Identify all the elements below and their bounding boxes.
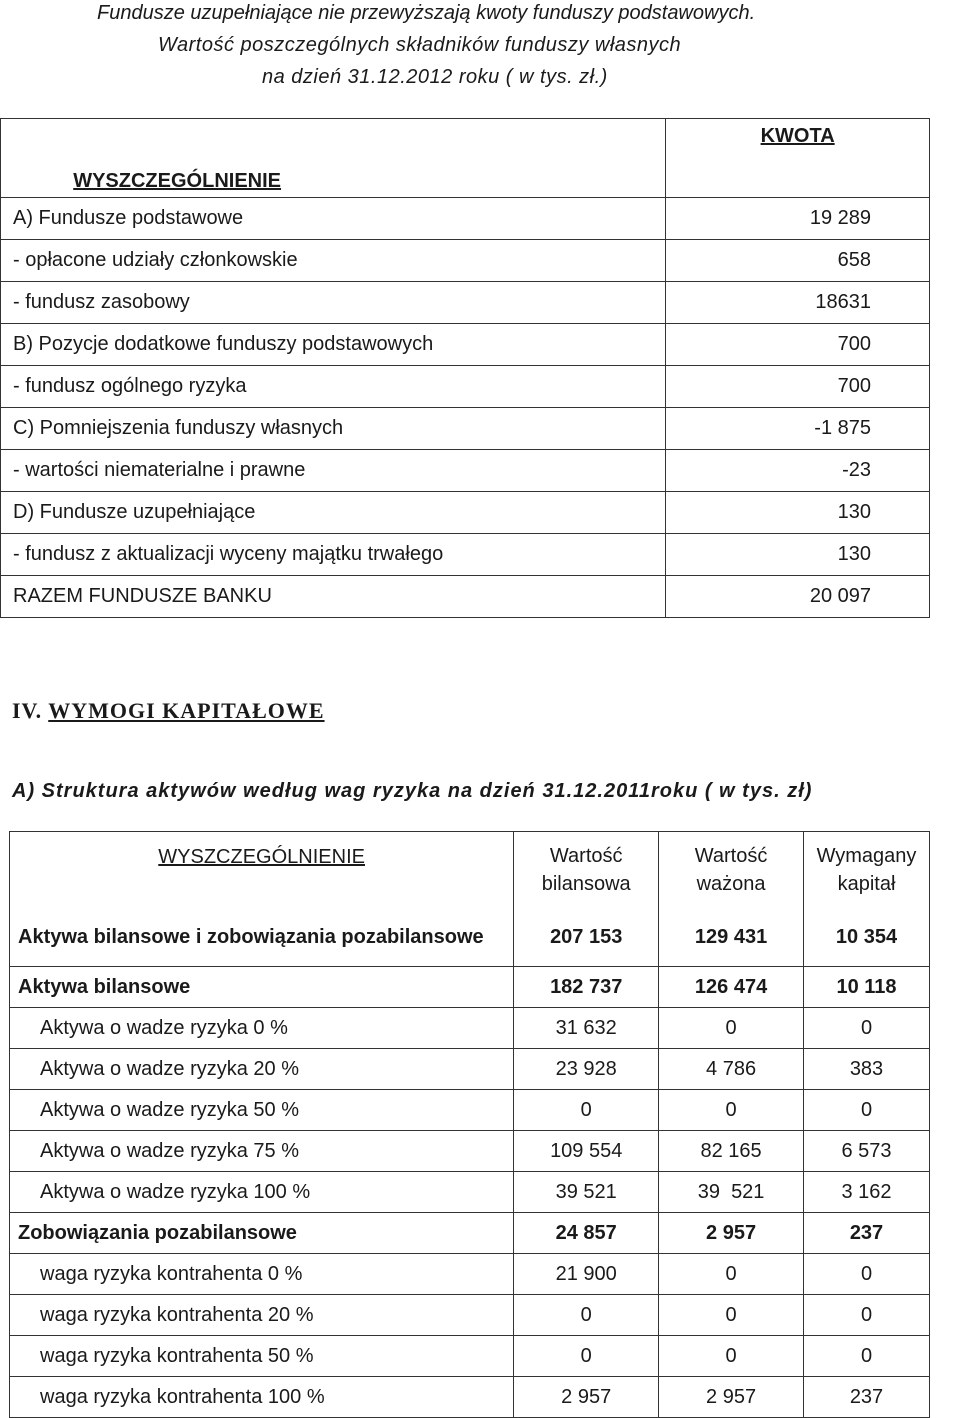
table-header-row <box>10 832 930 909</box>
header-line-1: Fundusze uzupełniające nie przewyższają kwoty funduszy podstawowych. <box>97 2 756 24</box>
total-row: RAZEM FUNDUSZE BANKU 20 097 <box>1 576 930 618</box>
table-row: Aktywa bilansowe i zobowiązania pozabilansowe 207 153 129 431 10 354 <box>10 908 930 967</box>
table-row: Aktywa o wadze ryzyka 0 % 31 632 0 0 <box>10 1008 930 1049</box>
table-row: - fundusz ogólnego ryzyka 700 <box>1 366 930 408</box>
table-row: Aktywa o wadze ryzyka 75 % 109 554 82 165 6 573 <box>10 1131 930 1172</box>
table-row: C) Pomniejszenia funduszy własnych -1 875 <box>1 408 930 450</box>
table-row: waga ryzyka kontrahenta 50 % 0 0 0 <box>10 1336 930 1377</box>
col-capital-header: Wymagany kapitał <box>804 832 930 909</box>
risk-weight-table <box>9 831 930 1418</box>
col-weighted-header: Wartość ważona <box>659 832 804 909</box>
header-line-3: na dzień 31.12.2012 roku ( w tys. zł.) <box>262 66 608 88</box>
table-row: Aktywa o wadze ryzyka 50 % 0 0 0 <box>10 1090 930 1131</box>
table-row: Aktywa o wadze ryzyka 20 % 23 928 4 786 383 <box>10 1049 930 1090</box>
col-label-header: WYSZCZEGÓLNIENIE <box>1 119 666 198</box>
table-row: D) Fundusze uzupełniające 130 <box>1 492 930 534</box>
table-header-row <box>1 119 930 198</box>
table-row: B) Pozycje dodatkowe funduszy podstawowych 700 <box>1 324 930 366</box>
table-row: waga ryzyka kontrahenta 20 % 0 0 0 <box>10 1295 930 1336</box>
col-balance-header: Wartość bilansowa <box>514 832 659 909</box>
table-row: Zobowiązania pozabilansowe 24 857 2 957 237 <box>10 1213 930 1254</box>
table-row: waga ryzyka kontrahenta 0 % 21 900 0 0 <box>10 1254 930 1295</box>
table-row: waga ryzyka kontrahenta 100 % 2 957 2 957 237 <box>10 1377 930 1418</box>
subsection-title: A) Struktura aktywów według wag ryzyka na dzień 31.12.2011roku ( w tys. zł) <box>12 780 813 802</box>
table-row: A) Fundusze podstawowe 19 289 <box>1 198 930 240</box>
section-title: WYMOGI KAPITAŁOWE <box>48 698 325 723</box>
table-row: - opłacone udziały członkowskie 658 <box>1 240 930 282</box>
table-row: - wartości niematerialne i prawne -23 <box>1 450 930 492</box>
col-label-header: WYSZCZEGÓLNIENIE <box>10 832 514 909</box>
header-line-2: Wartość poszczególnych składników funduszy własnych <box>158 34 682 56</box>
table-row: - fundusz z aktualizacji wyceny majątku trwałego 130 <box>1 534 930 576</box>
table-row: Aktywa bilansowe 182 737 126 474 10 118 <box>10 967 930 1008</box>
table-row: Aktywa o wadze ryzyka 100 % 39 521 39 521 3 162 <box>10 1172 930 1213</box>
section-number: IV. <box>12 698 43 723</box>
table-row: - fundusz zasobowy 18631 <box>1 282 930 324</box>
col-amount-header: KWOTA <box>666 119 930 198</box>
own-funds-table <box>0 118 930 618</box>
section-heading <box>12 698 325 724</box>
